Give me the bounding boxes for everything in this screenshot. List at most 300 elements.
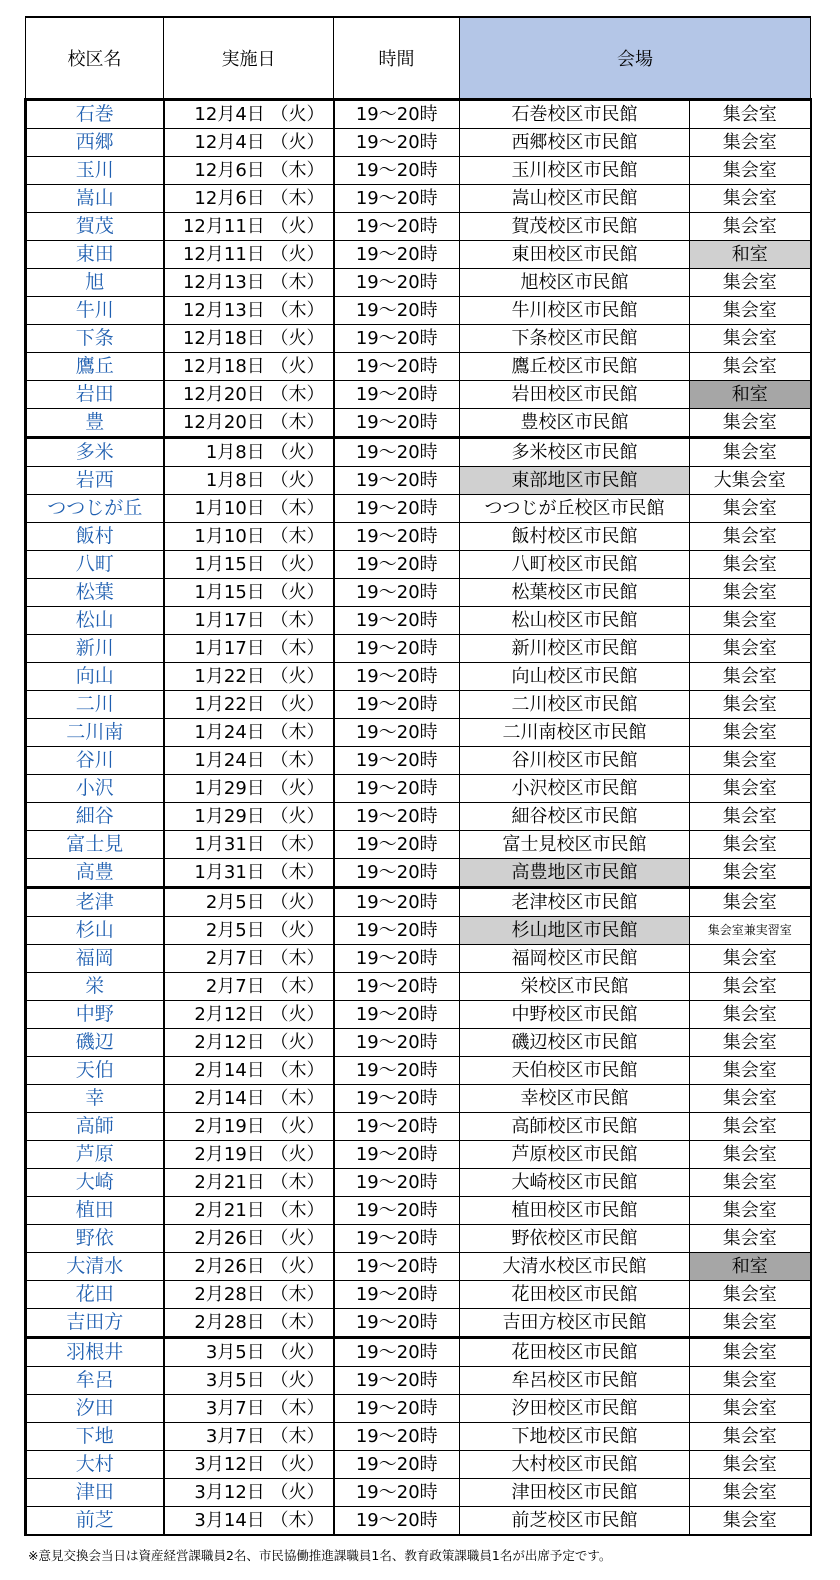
venue-cell: 谷川校区市民館 <box>460 747 690 775</box>
date-cell: 1月10日 （木） <box>164 523 334 551</box>
room-cell: 集会室 <box>690 1479 811 1507</box>
table-row <box>26 1169 811 1197</box>
room-cell: 集会室 <box>690 269 811 297</box>
school-cell: 石巻 <box>26 100 164 129</box>
school-cell: 牟呂 <box>26 1367 164 1395</box>
table-row <box>26 1338 811 1367</box>
school-cell: 細谷 <box>26 803 164 831</box>
room-cell: 集会室 <box>690 1141 811 1169</box>
venue-cell: 東田校区市民館 <box>460 241 690 269</box>
table-row <box>26 1395 811 1423</box>
date-cell: 2月28日 （木） <box>164 1281 334 1309</box>
table-row <box>26 1367 811 1395</box>
school-cell: 羽根井 <box>26 1338 164 1367</box>
date-cell: 2月7日 （木） <box>164 945 334 973</box>
date-cell: 2月19日 （火） <box>164 1141 334 1169</box>
table-row <box>26 917 811 945</box>
school-cell: 吉田方 <box>26 1309 164 1338</box>
venue-cell: 牟呂校区市民館 <box>460 1367 690 1395</box>
school-cell: 津田 <box>26 1479 164 1507</box>
time-cell: 19～20時 <box>334 1169 460 1197</box>
venue-cell: 芦原校区市民館 <box>460 1141 690 1169</box>
room-cell: 集会室 <box>690 1367 811 1395</box>
venue-cell: 小沢校区市民館 <box>460 775 690 803</box>
date-cell: 1月22日 （火） <box>164 691 334 719</box>
date-cell: 1月22日 （火） <box>164 663 334 691</box>
room-cell: 集会室 <box>690 1057 811 1085</box>
venue-cell: 老津校区市民館 <box>460 888 690 917</box>
venue-cell: 大崎校区市民館 <box>460 1169 690 1197</box>
table-row <box>26 213 811 241</box>
footnote: ※意見交換会当日は資産経営課職員2名、市民協働推進課職員1名、教育政策課職員1名が出席予定です。 <box>28 1548 612 1563</box>
venue-cell: 二川校区市民館 <box>460 691 690 719</box>
time-cell: 19～20時 <box>334 438 460 467</box>
date-cell: 1月24日 （木） <box>164 747 334 775</box>
school-cell: 玉川 <box>26 157 164 185</box>
table-row <box>26 1113 811 1141</box>
date-cell: 12月13日 （木） <box>164 297 334 325</box>
school-cell: 向山 <box>26 663 164 691</box>
header-date: 実施日 <box>164 17 334 100</box>
table-row <box>26 495 811 523</box>
school-cell: 豊 <box>26 409 164 438</box>
school-cell: 松山 <box>26 607 164 635</box>
date-cell: 1月31日 （木） <box>164 831 334 859</box>
venue-cell: 高豊地区市民館 <box>460 859 690 888</box>
school-cell: 多米 <box>26 438 164 467</box>
date-cell: 1月15日 （火） <box>164 551 334 579</box>
venue-cell: 細谷校区市民館 <box>460 803 690 831</box>
table-row <box>26 297 811 325</box>
table-row <box>26 269 811 297</box>
venue-cell: 天伯校区市民館 <box>460 1057 690 1085</box>
room-cell: 集会室 <box>690 579 811 607</box>
room-cell: 集会室 <box>690 1085 811 1113</box>
table-row <box>26 381 811 409</box>
time-cell: 19～20時 <box>334 917 460 945</box>
room-cell: 集会室 <box>690 1338 811 1367</box>
school-cell: 花田 <box>26 1281 164 1309</box>
date-cell: 2月26日 （火） <box>164 1253 334 1281</box>
room-cell: 集会室 <box>690 523 811 551</box>
time-cell: 19～20時 <box>334 859 460 888</box>
date-cell: 1月24日 （木） <box>164 719 334 747</box>
venue-cell: 幸校区市民館 <box>460 1085 690 1113</box>
time-cell: 19～20時 <box>334 803 460 831</box>
venue-cell: 松葉校区市民館 <box>460 579 690 607</box>
school-cell: 大村 <box>26 1451 164 1479</box>
date-cell: 2月7日 （木） <box>164 973 334 1001</box>
school-cell: 中野 <box>26 1001 164 1029</box>
room-cell: 集会室 <box>690 747 811 775</box>
venue-cell: 磯辺校区市民館 <box>460 1029 690 1057</box>
room-cell: 集会室 <box>690 129 811 157</box>
time-cell: 19～20時 <box>334 1309 460 1338</box>
time-cell: 19～20時 <box>334 1253 460 1281</box>
date-cell: 12月6日 （木） <box>164 185 334 213</box>
room-cell: 集会室 <box>690 945 811 973</box>
table-row <box>26 888 811 917</box>
venue-cell: 福岡校区市民館 <box>460 945 690 973</box>
school-cell: 下条 <box>26 325 164 353</box>
venue-cell: 中野校区市民館 <box>460 1001 690 1029</box>
date-cell: 3月14日 （木） <box>164 1507 334 1536</box>
venue-cell: 飯村校区市民館 <box>460 523 690 551</box>
venue-cell: 新川校区市民館 <box>460 635 690 663</box>
room-cell: 集会室 <box>690 213 811 241</box>
table-row <box>26 241 811 269</box>
table-row <box>26 607 811 635</box>
time-cell: 19～20時 <box>334 129 460 157</box>
table-row <box>26 719 811 747</box>
venue-cell: 下条校区市民館 <box>460 325 690 353</box>
venue-cell: 多米校区市民館 <box>460 438 690 467</box>
room-cell: 集会室 <box>690 719 811 747</box>
venue-cell: 東部地区市民館 <box>460 467 690 495</box>
date-cell: 2月12日 （火） <box>164 1001 334 1029</box>
school-cell: 岩西 <box>26 467 164 495</box>
table-row <box>26 129 811 157</box>
date-cell: 3月5日 （火） <box>164 1338 334 1367</box>
venue-cell: 豊校区市民館 <box>460 409 690 438</box>
time-cell: 19～20時 <box>334 213 460 241</box>
date-cell: 12月11日 （火） <box>164 213 334 241</box>
table-row <box>26 467 811 495</box>
date-cell: 2月26日 （火） <box>164 1225 334 1253</box>
room-cell: 集会室 <box>690 100 811 129</box>
date-cell: 3月7日 （木） <box>164 1423 334 1451</box>
room-cell: 集会室 <box>690 325 811 353</box>
table-row <box>26 1253 811 1281</box>
date-cell: 12月18日 （火） <box>164 353 334 381</box>
time-cell: 19～20時 <box>334 635 460 663</box>
table-row <box>26 438 811 467</box>
room-cell: 集会室 <box>690 1001 811 1029</box>
room-cell: 和室 <box>690 241 811 269</box>
date-cell: 3月5日 （火） <box>164 1367 334 1395</box>
table-row <box>26 973 811 1001</box>
time-cell: 19～20時 <box>334 1338 460 1367</box>
time-cell: 19～20時 <box>334 409 460 438</box>
room-cell: 集会室 <box>690 157 811 185</box>
room-cell: 集会室 <box>690 1507 811 1536</box>
time-cell: 19～20時 <box>334 1113 460 1141</box>
date-cell: 12月6日 （木） <box>164 157 334 185</box>
time-cell: 19～20時 <box>334 1451 460 1479</box>
venue-cell: 旭校区市民館 <box>460 269 690 297</box>
table-row <box>26 353 811 381</box>
date-cell: 1月15日 （火） <box>164 579 334 607</box>
time-cell: 19～20時 <box>334 1085 460 1113</box>
date-cell: 12月20日 （木） <box>164 409 334 438</box>
venue-cell: 高師校区市民館 <box>460 1113 690 1141</box>
school-cell: 鷹丘 <box>26 353 164 381</box>
venue-cell: 向山校区市民館 <box>460 663 690 691</box>
venue-cell: 石巻校区市民館 <box>460 100 690 129</box>
date-cell: 2月14日 （木） <box>164 1085 334 1113</box>
school-cell: 汐田 <box>26 1395 164 1423</box>
table-row <box>26 859 811 888</box>
time-cell: 19～20時 <box>334 185 460 213</box>
time-cell: 19～20時 <box>334 775 460 803</box>
time-cell: 19～20時 <box>334 1225 460 1253</box>
table-row <box>26 1423 811 1451</box>
room-cell: 集会室 <box>690 495 811 523</box>
room-cell: 集会室 <box>690 1395 811 1423</box>
table-row <box>26 1057 811 1085</box>
date-cell: 12月11日 （火） <box>164 241 334 269</box>
room-cell: 集会室 <box>690 1423 811 1451</box>
venue-cell: 津田校区市民館 <box>460 1479 690 1507</box>
date-cell: 1月10日 （木） <box>164 495 334 523</box>
school-cell: 老津 <box>26 888 164 917</box>
table-row <box>26 803 811 831</box>
schedule-table <box>24 16 812 1536</box>
school-cell: 大清水 <box>26 1253 164 1281</box>
room-cell: 集会室 <box>690 1113 811 1141</box>
school-cell: 芦原 <box>26 1141 164 1169</box>
room-cell: 集会室 <box>690 775 811 803</box>
school-cell: 福岡 <box>26 945 164 973</box>
time-cell: 19～20時 <box>334 467 460 495</box>
table-row <box>26 1479 811 1507</box>
time-cell: 19～20時 <box>334 241 460 269</box>
room-cell: 集会室 <box>690 1451 811 1479</box>
time-cell: 19～20時 <box>334 157 460 185</box>
school-cell: 嵩山 <box>26 185 164 213</box>
time-cell: 19～20時 <box>334 579 460 607</box>
venue-cell: 下地校区市民館 <box>460 1423 690 1451</box>
date-cell: 2月21日 （木） <box>164 1197 334 1225</box>
time-cell: 19～20時 <box>334 353 460 381</box>
time-cell: 19～20時 <box>334 607 460 635</box>
venue-cell: 大村校区市民館 <box>460 1451 690 1479</box>
room-cell: 集会室 <box>690 691 811 719</box>
time-cell: 19～20時 <box>334 691 460 719</box>
room-cell: 集会室 <box>690 1169 811 1197</box>
venue-cell: 八町校区市民館 <box>460 551 690 579</box>
room-cell: 集会室 <box>690 409 811 438</box>
venue-cell: 二川南校区市民館 <box>460 719 690 747</box>
venue-cell: 西郷校区市民館 <box>460 129 690 157</box>
time-cell: 19～20時 <box>334 747 460 775</box>
venue-cell: 賀茂校区市民館 <box>460 213 690 241</box>
time-cell: 19～20時 <box>334 551 460 579</box>
venue-cell: 富士見校区市民館 <box>460 831 690 859</box>
school-cell: 小沢 <box>26 775 164 803</box>
table-row <box>26 831 811 859</box>
venue-cell: 岩田校区市民館 <box>460 381 690 409</box>
time-cell: 19～20時 <box>334 325 460 353</box>
time-cell: 19～20時 <box>334 100 460 129</box>
time-cell: 19～20時 <box>334 1479 460 1507</box>
date-cell: 3月12日 （火） <box>164 1479 334 1507</box>
table-row <box>26 775 811 803</box>
room-cell: 集会室 <box>690 607 811 635</box>
date-cell: 1月29日 （火） <box>164 803 334 831</box>
time-cell: 19～20時 <box>334 1141 460 1169</box>
table-row <box>26 579 811 607</box>
date-cell: 2月21日 （木） <box>164 1169 334 1197</box>
venue-cell: 玉川校区市民館 <box>460 157 690 185</box>
room-cell: 集会室 <box>690 185 811 213</box>
date-cell: 12月13日 （木） <box>164 269 334 297</box>
date-cell: 1月8日 （火） <box>164 467 334 495</box>
date-cell: 12月4日 （火） <box>164 129 334 157</box>
time-cell: 19～20時 <box>334 1423 460 1451</box>
date-cell: 1月17日 （木） <box>164 607 334 635</box>
table-row <box>26 185 811 213</box>
header-row <box>26 17 811 100</box>
room-cell: 集会室 <box>690 1281 811 1309</box>
school-cell: 谷川 <box>26 747 164 775</box>
school-cell: 野依 <box>26 1225 164 1253</box>
table-row <box>26 325 811 353</box>
table-row <box>26 1281 811 1309</box>
table-row <box>26 1141 811 1169</box>
school-cell: 岩田 <box>26 381 164 409</box>
date-cell: 1月31日 （木） <box>164 859 334 888</box>
header-time: 時間 <box>334 17 460 100</box>
table-row <box>26 1085 811 1113</box>
room-cell: 集会室 <box>690 297 811 325</box>
room-cell: 集会室 <box>690 663 811 691</box>
time-cell: 19～20時 <box>334 663 460 691</box>
time-cell: 19～20時 <box>334 973 460 1001</box>
room-cell: 集会室 <box>690 635 811 663</box>
header-school: 校区名 <box>26 17 164 100</box>
date-cell: 1月17日 （木） <box>164 635 334 663</box>
date-cell: 2月19日 （火） <box>164 1113 334 1141</box>
table-row <box>26 157 811 185</box>
time-cell: 19～20時 <box>334 831 460 859</box>
table-row <box>26 523 811 551</box>
table-row <box>26 1225 811 1253</box>
time-cell: 19～20時 <box>334 297 460 325</box>
school-cell: 西郷 <box>26 129 164 157</box>
date-cell: 12月18日 （火） <box>164 325 334 353</box>
date-cell: 2月5日 （火） <box>164 917 334 945</box>
venue-cell: 大清水校区市民館 <box>460 1253 690 1281</box>
room-cell: 集会室 <box>690 1225 811 1253</box>
school-cell: 幸 <box>26 1085 164 1113</box>
room-cell: 集会室 <box>690 1029 811 1057</box>
table-row <box>26 551 811 579</box>
date-cell: 1月8日 （火） <box>164 438 334 467</box>
room-cell: 集会室 <box>690 888 811 917</box>
table-row <box>26 1309 811 1338</box>
date-cell: 3月12日 （火） <box>164 1451 334 1479</box>
date-cell: 2月12日 （火） <box>164 1029 334 1057</box>
time-cell: 19～20時 <box>334 269 460 297</box>
table-row <box>26 409 811 438</box>
venue-cell: 牛川校区市民館 <box>460 297 690 325</box>
room-cell: 集会室 <box>690 1309 811 1338</box>
school-cell: 松葉 <box>26 579 164 607</box>
date-cell: 2月5日 （火） <box>164 888 334 917</box>
table-row <box>26 635 811 663</box>
room-cell: 集会室 <box>690 1197 811 1225</box>
venue-cell: 花田校区市民館 <box>460 1281 690 1309</box>
school-cell: 二川 <box>26 691 164 719</box>
school-cell: 下地 <box>26 1423 164 1451</box>
room-cell: 集会室 <box>690 353 811 381</box>
venue-cell: 花田校区市民館 <box>460 1338 690 1367</box>
venue-cell: 鷹丘校区市民館 <box>460 353 690 381</box>
table-row <box>26 747 811 775</box>
time-cell: 19～20時 <box>334 1057 460 1085</box>
date-cell: 12月20日 （木） <box>164 381 334 409</box>
school-cell: 栄 <box>26 973 164 1001</box>
school-cell: 牛川 <box>26 297 164 325</box>
school-cell: 八町 <box>26 551 164 579</box>
venue-cell: 前芝校区市民館 <box>460 1507 690 1536</box>
school-cell: 新川 <box>26 635 164 663</box>
date-cell: 12月4日 （火） <box>164 100 334 129</box>
school-cell: 大崎 <box>26 1169 164 1197</box>
schedule-body <box>26 100 811 1536</box>
school-cell: 旭 <box>26 269 164 297</box>
venue-cell: 野依校区市民館 <box>460 1225 690 1253</box>
school-cell: 前芝 <box>26 1507 164 1536</box>
school-cell: 植田 <box>26 1197 164 1225</box>
table-row <box>26 691 811 719</box>
room-cell: 集会室 <box>690 438 811 467</box>
room-cell: 集会室 <box>690 831 811 859</box>
time-cell: 19～20時 <box>334 1197 460 1225</box>
school-cell: 杉山 <box>26 917 164 945</box>
time-cell: 19～20時 <box>334 1281 460 1309</box>
table-row <box>26 663 811 691</box>
school-cell: 賀茂 <box>26 213 164 241</box>
venue-cell: 吉田方校区市民館 <box>460 1309 690 1338</box>
date-cell: 2月28日 （木） <box>164 1309 334 1338</box>
table-row <box>26 1507 811 1536</box>
header-venue: 会場 <box>460 17 811 100</box>
room-cell: 集会室 <box>690 859 811 888</box>
venue-cell: 植田校区市民館 <box>460 1197 690 1225</box>
room-cell: 集会室 <box>690 803 811 831</box>
school-cell: 高師 <box>26 1113 164 1141</box>
school-cell: 高豊 <box>26 859 164 888</box>
room-cell: 大集会室 <box>690 467 811 495</box>
school-cell: 磯辺 <box>26 1029 164 1057</box>
school-cell: つつじが丘 <box>26 495 164 523</box>
date-cell: 3月7日 （木） <box>164 1395 334 1423</box>
room-cell: 集会室兼実習室 <box>690 917 811 945</box>
time-cell: 19～20時 <box>334 495 460 523</box>
room-cell: 集会室 <box>690 551 811 579</box>
time-cell: 19～20時 <box>334 888 460 917</box>
table-row <box>26 100 811 129</box>
table-row <box>26 1001 811 1029</box>
time-cell: 19～20時 <box>334 945 460 973</box>
venue-cell: つつじが丘校区市民館 <box>460 495 690 523</box>
date-cell: 2月14日 （木） <box>164 1057 334 1085</box>
time-cell: 19～20時 <box>334 1395 460 1423</box>
table-row <box>26 1197 811 1225</box>
venue-cell: 栄校区市民館 <box>460 973 690 1001</box>
room-cell: 和室 <box>690 381 811 409</box>
room-cell: 集会室 <box>690 973 811 1001</box>
room-cell: 和室 <box>690 1253 811 1281</box>
school-cell: 二川南 <box>26 719 164 747</box>
time-cell: 19～20時 <box>334 719 460 747</box>
school-cell: 飯村 <box>26 523 164 551</box>
table-row <box>26 1451 811 1479</box>
school-cell: 東田 <box>26 241 164 269</box>
time-cell: 19～20時 <box>334 381 460 409</box>
